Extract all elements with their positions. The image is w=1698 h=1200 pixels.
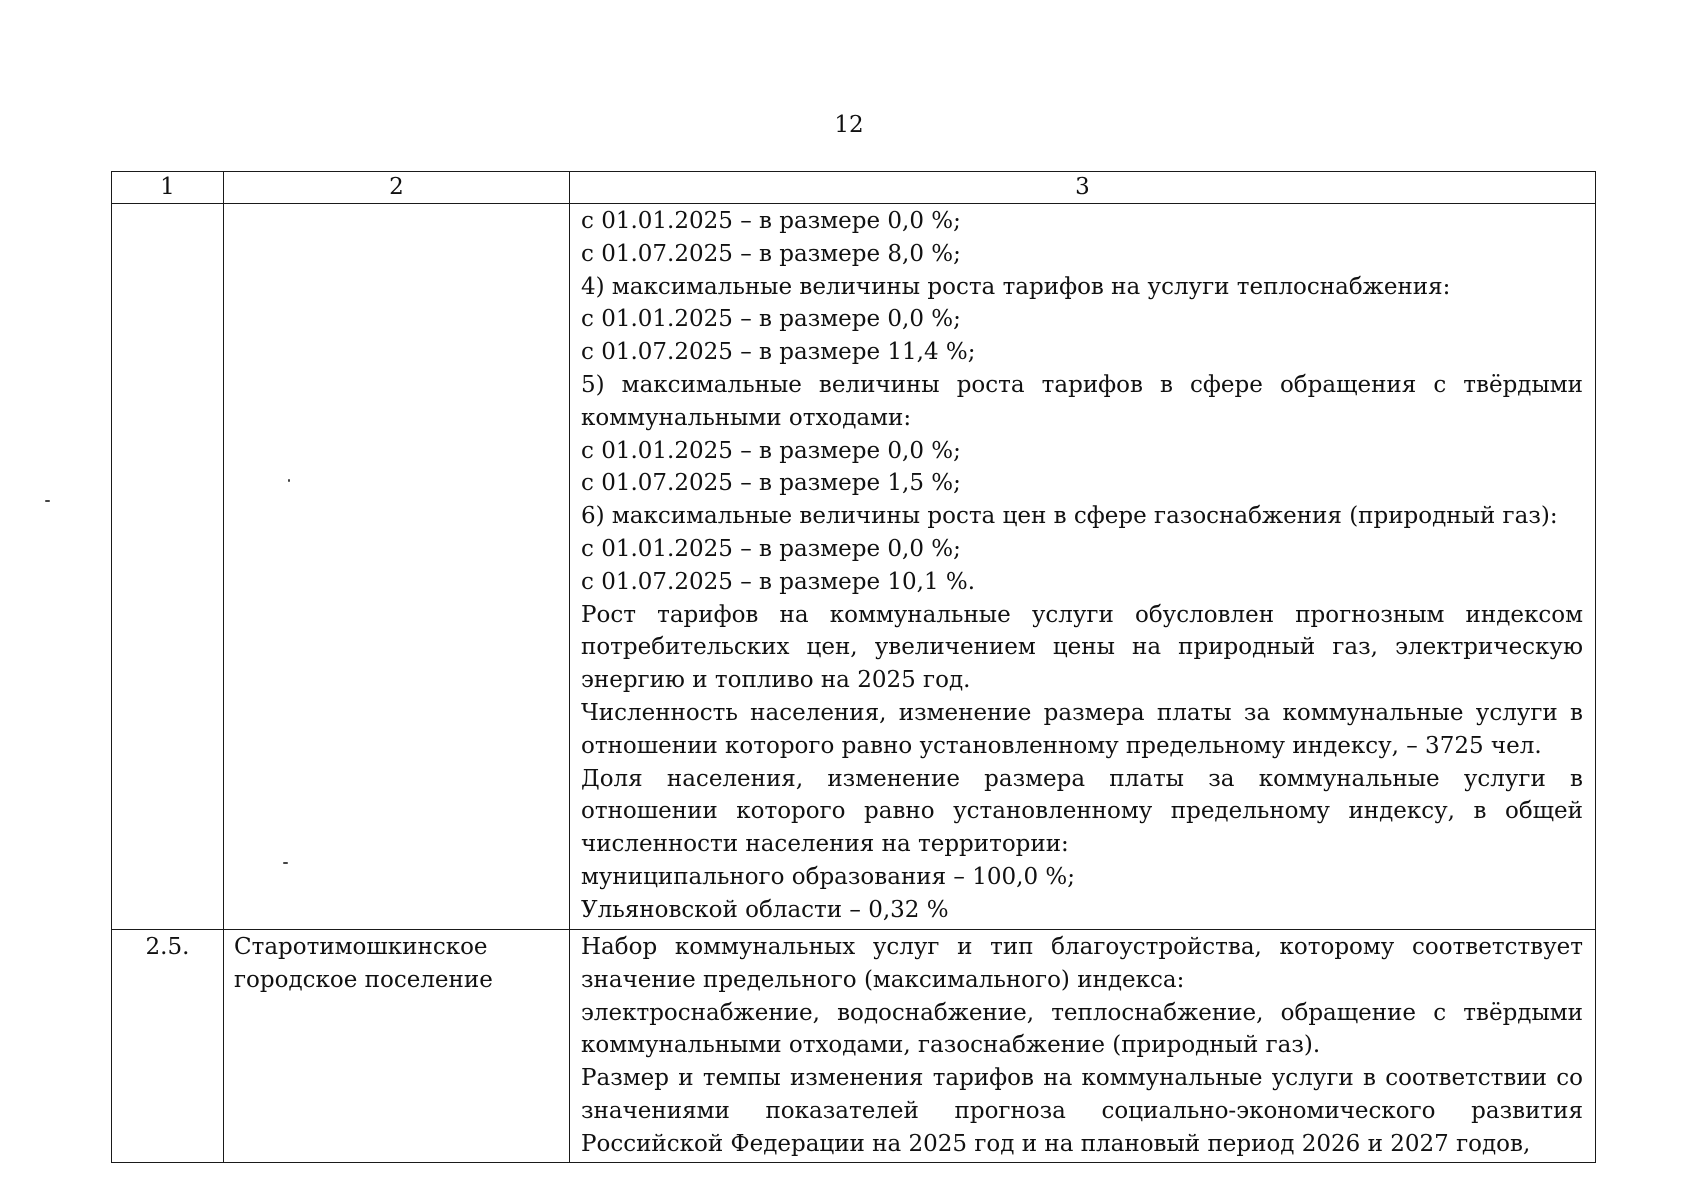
description-paragraph: Ульяновской области – 0,32 % [581, 896, 949, 923]
description-paragraph: 4) максимальные величины роста тарифов на услуги теплоснабжения: [581, 273, 1451, 300]
description-paragraph: Рост тарифов на коммунальные услуги обусловлен прогнозным индексом потребительских цен, увеличением цены на природный газ, электрическую энергию и топливо на 2025 год. [581, 601, 1583, 694]
row-number: 2.5. [112, 930, 224, 1163]
description-paragraph: Численность населения, изменение размера платы за коммунальные услуги в отношении которого равно установленному предельному индексу, – 3725 чел. [581, 699, 1583, 759]
description-paragraph: Доля населения, изменение размера платы за коммунальные услуги в отношении которого равно установленному предельному индексу, в общей численности населения на территории: [581, 765, 1583, 858]
description-paragraph: с 01.07.2025 – в размере 11,4 %; [581, 339, 976, 366]
scan-speck [45, 500, 50, 502]
description-cell [570, 204, 1596, 930]
column-number-3: 3 [570, 172, 1596, 204]
municipality-name: Старотимошкинское городское поселение [224, 930, 570, 1163]
description-paragraph: с 01.01.2025 – в размере 0,0 %; [581, 535, 961, 562]
description-paragraph: с 01.01.2025 – в размере 0,0 %; [581, 306, 961, 333]
page-number: 12 [834, 112, 864, 138]
indices-table [111, 171, 1596, 1163]
table-row-2-5 [112, 930, 1596, 1163]
description-paragraph: с 01.01.2025 – в размере 0,0 %; [581, 437, 961, 464]
description-paragraph: с 01.07.2025 – в размере 8,0 %; [581, 240, 961, 267]
description-paragraph: с 01.07.2025 – в размере 10,1 %. [581, 568, 976, 595]
description-lines [581, 931, 1583, 1161]
description-paragraph: с 01.01.2025 – в размере 0,0 %; [581, 208, 961, 234]
description-paragraph: Размер и темпы изменения тарифов на коммунальные услуги в соответствии со значениями показателей прогноза социально-экономического развития Российской Федерации на 2025 год и на плановый период 2026 и 2027 годов, [581, 1065, 1583, 1157]
scan-speck [283, 862, 288, 864]
description-cell [570, 930, 1596, 1163]
column-number-1: 1 [112, 172, 224, 204]
description-paragraph: 6) максимальные величины роста цен в сфере газоснабжения (природный газ): [581, 503, 1558, 530]
column-number-2: 2 [224, 172, 570, 204]
table-row-continuation [112, 204, 1596, 930]
description-paragraph: 5) максимальные величины роста тарифов в сфере обращения с твёрдыми коммунальными отходами: [581, 371, 1583, 431]
description-paragraph: с 01.07.2025 – в размере 1,5 %; [581, 470, 961, 497]
municipality-name-cell-empty [224, 204, 570, 930]
column-number-header-row [112, 172, 1596, 204]
row-number-cell-empty [112, 204, 224, 930]
description-paragraph: муниципального образования – 100,0 %; [581, 863, 1075, 890]
description-lines [581, 205, 1583, 927]
scan-speck [288, 479, 290, 482]
description-paragraph: электроснабжение, водоснабжение, теплоснабжение, обращение с твёрдыми коммунальными отходами, газоснабжение (природный газ). [581, 999, 1583, 1059]
description-paragraph: Набор коммунальных услуг и тип благоустройства, которому соответствует значение предельного (максимального) индекса: [581, 934, 1583, 993]
